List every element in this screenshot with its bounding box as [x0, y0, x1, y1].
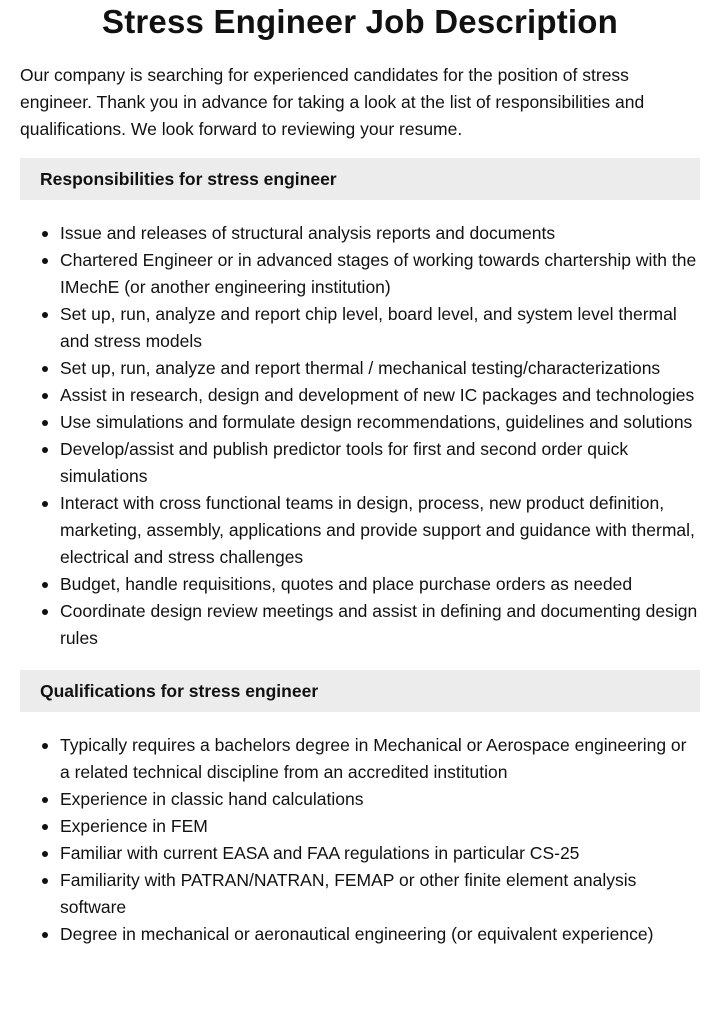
bullet-icon [42, 231, 48, 237]
responsibilities-list [20, 220, 700, 652]
list-item [20, 813, 700, 840]
list-item [20, 436, 700, 490]
list-item [20, 840, 700, 867]
list-item [20, 867, 700, 921]
bullet-icon [42, 582, 48, 588]
bullet-icon [42, 851, 48, 857]
list-item-text: Use simulations and formulate design recommendations, guidelines and solutions [60, 412, 693, 432]
bullet-icon [42, 824, 48, 830]
list-item [20, 598, 700, 652]
list-item [20, 301, 700, 355]
list-item [20, 409, 700, 436]
list-item-text: Issue and releases of structural analysis reports and documents [60, 223, 556, 243]
bullet-icon [42, 366, 48, 372]
bullet-icon [42, 312, 48, 318]
list-item-text: Chartered Engineer or in advanced stages of working towards chartership with the IMechE (or another engineering institution) [60, 250, 697, 297]
list-item-text: Set up, run, analyze and report chip level, board level, and system level thermal and stress models [60, 304, 677, 351]
page-title: Stress Engineer Job Description [101, 3, 618, 40]
bullet-icon [42, 447, 48, 453]
bullet-icon [42, 420, 48, 426]
list-item-text: Degree in mechanical or aeronautical engineering (or equivalent experience) [60, 924, 654, 944]
list-item [20, 220, 700, 247]
list-item-text: Familiar with current EASA and FAA regulations in particular CS-25 [60, 843, 580, 863]
qualifications-list [20, 732, 700, 948]
list-item-text: Assist in research, design and development of new IC packages and technologies [60, 385, 695, 405]
list-item-text: Typically requires a bachelors degree in Mechanical or Aerospace engineering or a related technical discipline from an accredited institution [60, 735, 687, 782]
responsibilities-heading: Responsibilities for stress engineer [20, 158, 700, 200]
bullet-icon [42, 932, 48, 938]
list-item [20, 732, 700, 786]
list-item [20, 921, 700, 948]
bullet-icon [42, 258, 48, 264]
list-item-text: Experience in FEM [60, 816, 208, 836]
bullet-icon [42, 393, 48, 399]
qualifications-heading: Qualifications for stress engineer [20, 670, 700, 712]
list-item [20, 571, 700, 598]
list-item [20, 382, 700, 409]
bullet-icon [42, 797, 48, 803]
list-item [20, 786, 700, 813]
list-item-text: Coordinate design review meetings and assist in defining and documenting design rules [60, 601, 698, 648]
list-item [20, 355, 700, 382]
intro-paragraph: Our company is searching for experienced candidates for the position of stress engineer. Thank you in advance for taking a look at the list of responsibilities and qualifications. We look forward to reviewing your resume. [20, 65, 645, 139]
bullet-icon [42, 878, 48, 884]
list-item-text: Familiarity with PATRAN/NATRAN, FEMAP or other finite element analysis software [60, 870, 637, 917]
bullet-icon [42, 609, 48, 615]
list-item-text: Develop/assist and publish predictor tools for first and second order quick simulations [60, 439, 629, 486]
bullet-icon [42, 743, 48, 749]
list-item-text: Set up, run, analyze and report thermal / mechanical testing/characterizations [60, 358, 661, 378]
list-item-text: Experience in classic hand calculations [60, 789, 364, 809]
list-item-text: Budget, handle requisitions, quotes and place purchase orders as needed [60, 574, 633, 594]
bullet-icon [42, 501, 48, 507]
list-item-text: Interact with cross functional teams in design, process, new product definition, marketing, assembly, applications and provide support and guidance with thermal, electrical and stress challenges [60, 493, 695, 567]
list-item [20, 490, 700, 571]
list-item [20, 247, 700, 301]
